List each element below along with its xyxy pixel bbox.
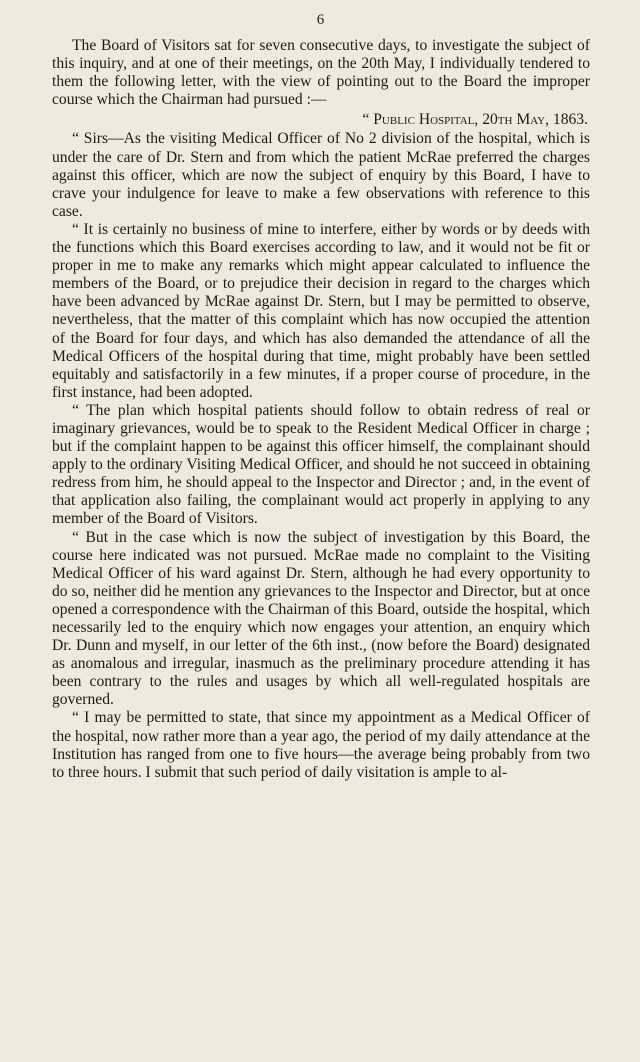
intro-paragraph: The Board of Visitors sat for seven consecutive days, to investigate the subject of this inquiry, and at one of their meetings, on the 20th May, I individually tendered to them the following letter, with the view of pointing out to the Board the improper course which the Chairman had pursued :—	[52, 37, 590, 109]
letter-heading	[52, 111, 590, 129]
letter-paragraph-salutation: “ Sirs—As the visiting Medical Officer of No 2 division of the hospital, which is under the care of Dr. Stern and from which the patient McRae preferred the charges against this officer, which are now the subject of enquiry by this Board, I have to crave your indulgence for leave to make a few observations with reference to this case.	[52, 130, 590, 220]
page-number: 6	[316, 12, 326, 28]
letter-paragraph-interference: “ It is certainly no business of mine to interfere, either by words or by deeds with the functions which this Board exercises according to law, and it would not be fit or proper in me to make any remarks which might appear calculated to influence the members of the Board, or to prejudice their decision in regard to the charges which have been advanced by McRae against Dr. Stern, but I may be permitted to observe, nevertheless, that the matter of this complaint which has now occupied the attention of the Board for four days, and which has also demanded the attendance of all the Medical Officers of the hospital during that time, might probably have been settled equitably and satisfactorily in a few minutes, if a proper course of procedure, in the first instance, had been adopted.	[52, 220, 590, 401]
letter-paragraph-plan: “ The plan which hospital patients should follow to obtain redress of real or imaginary grievances, would be to speak to the Resident Medical Officer in charge ; but if the complaint happen to be against this officer himself, the complainant should apply to the ordinary Visiting Medical Officer, and should he not succeed in obtaining redress from him, he should appeal to the Inspector and Director ; and, in the event of that application also failing, the complainant would act properly in applying to any member of the Board of Visitors.	[52, 401, 590, 528]
letter-paragraph-attendance: “ I may be permitted to state, that since my appointment as a Medical Officer of the hospital, now rather more than a year ago, the period of my daily attendance at the Institution has ranged from one to five hours—the average being probably from two to three hours. I submit that such period of daily visitation is ample to al-	[52, 709, 590, 781]
letter-paragraph-investigation: “ But in the case which is now the subject of investigation by this Board, the course here indicated was not pursued. McRae made no complaint to the Visiting Medical Officer of his ward against Dr. Stern, although he had every opportunity to do so, neither did he mention any grievances to the Inspector and Director, but at once opened a correspondence with the Chairman of this Board, outside the hospital, which necessarily led to the enquiry which now engages your attention, an enquiry which Dr. Dunn and myself, in our letter of the 6th inst., (now before the Board) designated as anomalous and irregular, inasmuch as the preliminary procedure attending it has been contrary to the rules and usages by which all well-regulated hospitals are governed.	[52, 528, 590, 709]
letter-heading-text: “ Public Hospital, 20th May, 1863.	[362, 111, 588, 129]
